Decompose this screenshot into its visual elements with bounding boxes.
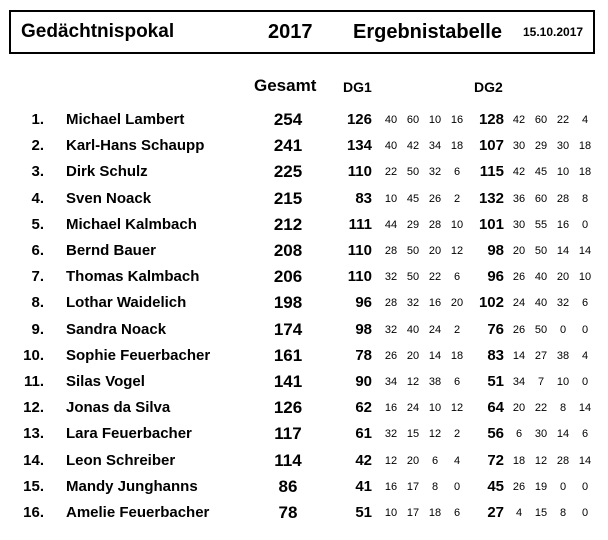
dg1-total: 62 [355,399,372,417]
dg2-score: 4 [515,507,523,519]
dg1-score: 16 [450,114,464,126]
dg2-score: 26 [512,323,526,336]
table-row [0,421,608,447]
dg2-score: 42 [512,114,526,126]
total-score: 114 [274,450,302,470]
dg1-score: 24 [428,323,442,336]
dg2-score: 40 [534,271,548,284]
dg2-score: 55 [534,218,548,231]
dg1-score: 24 [406,402,420,415]
dg2-score: 0 [581,323,589,336]
dg2-score: 14 [556,245,570,257]
table-row [0,212,608,238]
rank-cell: 10. [23,346,44,364]
dg2-score: 0 [581,218,589,231]
dg2-score: 14 [512,349,526,362]
dg2-score: 60 [534,114,548,126]
dg1-score: 18 [428,507,442,519]
dg1-score: 40 [384,140,398,153]
player-name: Lara Feuerbacher [66,425,192,443]
rank-cell: 12. [23,399,44,417]
dg2-total: 98 [487,242,504,259]
dg2-total: 102 [478,294,504,312]
dg1-score: 17 [406,480,420,493]
rank-cell: 14. [23,451,44,469]
dg1-score: 40 [384,114,398,126]
rank-cell: 4. [31,189,44,207]
dg1-total: 42 [355,451,372,469]
dg2-score: 22 [534,402,548,415]
player-name: Thomas Kalmbach [66,268,200,286]
dg2-total: 128 [478,111,504,128]
player-name: Dirk Schulz [66,163,148,181]
dg2-total: 27 [487,504,504,521]
dg1-score: 6 [453,376,461,388]
dg2-score: 50 [534,245,548,257]
dg2-score: 14 [556,428,570,441]
dg2-total: 107 [478,137,504,155]
dg2-score: 12 [534,454,548,467]
table-row [0,107,608,133]
dg1-score: 50 [406,166,420,179]
dg1-total: 96 [355,294,372,312]
rank-cell: 15. [23,477,44,495]
dg1-score: 0 [453,480,461,493]
dg2-score: 8 [559,507,567,519]
player-name: Jonas da Silva [66,399,171,417]
dg2-total: 115 [479,163,504,181]
dg1-score: 2 [453,428,461,441]
dg2-total: 45 [487,477,504,495]
table-row [0,238,608,264]
player-name: Sven Noack [66,189,152,207]
dg2-score: 8 [559,402,567,415]
dg2-score: 36 [512,192,526,205]
dg1-total: 98 [355,320,372,338]
dg1-score: 20 [450,297,464,310]
player-name: Sandra Noack [66,320,167,338]
dg1-score: 20 [428,245,442,257]
dg2-score: 18 [578,166,592,179]
dg2-score: 40 [534,297,548,310]
dg1-score: 10 [384,192,398,205]
rank-cell: 6. [31,242,44,259]
dg2-score: 45 [534,166,548,179]
dg2-score: 20 [556,271,570,284]
table-row [0,317,608,343]
dg2-score: 0 [559,480,567,493]
dg2-score: 10 [578,271,592,284]
dg1-score: 20 [406,349,420,362]
dg2-score: 20 [512,245,526,257]
total-score: 126 [273,398,303,418]
dg1-total: 134 [346,137,372,155]
dg1-score: 32 [384,428,398,441]
dg2-total: 51 [487,373,504,390]
dg1-score: 2 [453,323,461,336]
dg1-score: 12 [450,402,464,415]
rank-cell: 3. [31,163,44,181]
total-score: 174 [273,319,303,339]
player-name: Michael Kalmbach [66,215,197,233]
total-score: 161 [273,345,303,365]
player-name: Mandy Junghanns [66,477,198,495]
table-row [0,264,608,290]
dg1-total: 61 [355,425,372,443]
player-name: Karl-Hans Schaupp [66,137,205,155]
dg2-score: 4 [581,349,589,362]
dg1-total: 110 [347,242,372,259]
rank-cell: 16. [23,504,44,521]
dg1-score: 10 [428,402,442,415]
dg1-score: 17 [406,507,420,519]
dg1-score: 32 [384,271,398,284]
dg2-score: 19 [534,480,548,493]
dg1-score: 32 [406,297,420,310]
table-row [0,395,608,421]
dg2-score: 30 [512,140,526,153]
dg2-total: 83 [487,346,504,364]
dg1-score: 6 [453,166,461,179]
dg2-score: 32 [556,297,570,310]
total-score: 225 [273,162,303,182]
dg2-score: 22 [556,114,570,126]
dg2-score: 0 [581,376,589,388]
dg2-score: 15 [534,507,548,519]
dg2-score: 8 [581,192,589,205]
dg1-score: 10 [384,507,398,519]
total-score: 117 [274,424,302,444]
dg2-score: 14 [578,402,592,415]
dg2-score: 4 [581,114,589,126]
dg2-total: 76 [487,320,504,338]
page-title: Gedächtnispokal [21,21,175,42]
dg1-total: 126 [346,111,372,128]
dg2-score: 29 [534,140,548,153]
column-header-dg1: DG1 [343,79,372,95]
dg2-score: 20 [512,402,526,415]
dg1-score: 28 [384,297,398,310]
total-score: 86 [278,476,298,496]
dg1-score: 16 [384,480,398,493]
table-row [0,448,608,474]
player-name: Amelie Feuerbacher [66,504,210,521]
dg1-score: 10 [450,218,464,231]
dg1-score: 60 [406,114,420,126]
dg1-score: 18 [450,349,464,362]
dg1-score: 28 [384,245,398,257]
total-score: 198 [273,293,303,313]
dg1-score: 29 [406,218,420,231]
dg1-total: 110 [347,163,372,181]
dg1-score: 16 [384,402,398,415]
dg1-score: 22 [384,166,398,179]
page-subtitle: Ergebnistabelle [353,21,502,43]
player-name: Sophie Feuerbacher [66,346,211,364]
table-row [0,186,608,212]
dg1-score: 32 [428,166,442,179]
player-name: Leon Schreiber [66,451,176,469]
table-row [0,500,608,526]
dg2-score: 28 [556,454,570,467]
table-row [0,474,608,500]
dg2-score: 6 [581,428,589,441]
total-score: 241 [273,136,303,156]
dg2-score: 14 [578,454,592,467]
dg2-score: 60 [534,192,548,205]
dg1-total: 51 [355,504,372,521]
dg1-score: 20 [406,454,420,467]
dg1-total: 111 [348,215,372,233]
player-name: Michael Lambert [66,111,185,128]
dg1-total: 83 [355,189,372,207]
dg1-score: 50 [406,245,420,257]
header-box [9,10,595,54]
dg1-score: 2 [453,192,461,205]
dg2-score: 50 [534,323,548,336]
total-score: 78 [278,503,298,522]
dg1-score: 6 [431,454,439,467]
table-row [0,290,608,316]
dg2-score: 26 [512,271,526,284]
dg1-score: 6 [453,271,461,284]
dg2-score: 30 [512,218,526,231]
dg1-score: 10 [428,114,442,126]
dg2-score: 27 [534,349,548,362]
dg2-score: 0 [581,480,589,493]
rank-cell: 1. [31,111,44,128]
dg1-score: 32 [384,323,398,336]
table-row [0,369,608,395]
dg1-total: 78 [355,346,372,364]
dg1-total: 90 [355,373,372,390]
table-row [0,133,608,159]
dg2-score: 16 [556,218,570,231]
dg2-score: 42 [512,166,526,179]
total-score: 212 [273,214,303,234]
table-row [0,159,608,185]
total-score: 208 [273,241,303,260]
dg2-score: 34 [512,376,526,388]
rank-cell: 8. [31,294,44,312]
dg1-score: 26 [384,349,398,362]
player-name: Bernd Bauer [66,242,157,259]
dg2-total: 96 [487,268,504,286]
dg1-score: 12 [384,454,398,467]
dg2-total: 64 [487,399,504,417]
dg1-score: 28 [428,218,442,231]
dg2-score: 10 [556,166,570,179]
rank-cell: 11. [23,373,44,390]
dg2-score: 18 [512,454,526,467]
rank-cell: 7. [31,268,44,286]
dg2-score: 24 [512,297,526,310]
year-label: 2017 [268,21,313,43]
dg1-score: 8 [431,480,439,493]
total-score: 141 [273,372,303,391]
dg1-score: 4 [453,454,461,467]
dg2-score: 6 [515,428,523,441]
dg1-score: 14 [428,349,442,362]
dg2-score: 18 [578,140,592,153]
total-score: 206 [273,267,303,287]
dg2-score: 7 [537,376,545,388]
dg2-total: 101 [478,215,504,233]
total-score: 215 [273,188,303,208]
rank-cell: 9. [31,320,44,338]
player-name: Lothar Waidelich [66,294,187,312]
dg1-score: 15 [406,428,420,441]
column-header-dg2: DG2 [474,79,503,95]
dg1-total: 41 [355,477,372,495]
dg1-score: 38 [428,376,442,388]
dg2-score: 38 [556,349,570,362]
dg1-score: 12 [406,376,420,388]
dg1-total: 110 [347,268,372,286]
column-header-total: Gesamt [254,76,317,95]
dg1-score: 40 [406,323,420,336]
player-name: Silas Vogel [66,373,145,390]
dg2-score: 6 [581,297,589,310]
dg2-total: 56 [487,425,504,443]
dg1-score: 18 [450,140,464,153]
dg2-score: 30 [534,428,548,441]
dg1-score: 50 [406,271,420,284]
dg2-score: 26 [512,480,526,493]
dg1-score: 34 [428,140,442,153]
dg2-total: 72 [487,451,504,469]
dg1-score: 34 [384,376,398,388]
dg1-score: 6 [453,507,461,519]
dg1-score: 45 [406,192,420,205]
dg1-score: 12 [428,428,442,441]
dg1-score: 22 [428,271,442,284]
dg1-score: 16 [428,297,442,310]
dg2-score: 14 [578,245,592,257]
date-label: 15.10.2017 [523,25,584,39]
dg2-score: 30 [556,140,570,153]
dg2-score: 0 [559,323,567,336]
dg2-score: 0 [581,507,589,519]
dg1-score: 44 [384,218,398,231]
rank-cell: 13. [23,425,44,443]
dg2-score: 28 [556,192,570,205]
total-score: 254 [273,110,303,129]
table-row [0,343,608,369]
dg2-score: 10 [556,376,570,388]
dg2-total: 132 [478,189,504,207]
dg1-score: 26 [428,192,442,205]
dg1-score: 42 [406,140,420,153]
rank-cell: 2. [31,137,44,155]
dg1-score: 12 [450,245,464,257]
rank-cell: 5. [31,215,44,233]
